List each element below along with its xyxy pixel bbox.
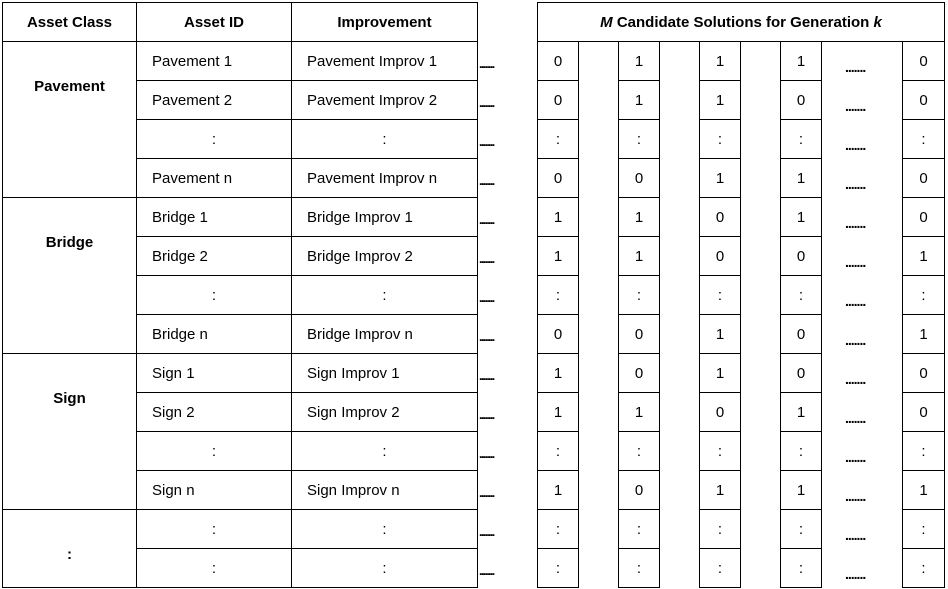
candidate-value: :: [717, 520, 723, 538]
candidate-value-cell: [618, 470, 660, 510]
candidate-value-cell: [618, 392, 660, 432]
row-ellipsis: ........: [479, 564, 494, 578]
candidate-value: 1: [919, 481, 928, 499]
candidate-gap-ellipsis: .......: [845, 59, 866, 75]
candidate-value: 1: [634, 91, 644, 109]
candidate-value: 0: [553, 52, 563, 70]
improvement-cell: [291, 431, 478, 471]
asset-id-label: :: [211, 286, 217, 304]
candidate-value-cell: [537, 158, 579, 198]
asset-id-cell: [136, 158, 292, 198]
candidate-value: :: [717, 286, 723, 304]
candidate-value: 0: [634, 481, 644, 499]
asset-class-cell: [2, 353, 137, 510]
improvement-cell: [291, 119, 478, 159]
asset-class-label: Bridge: [45, 234, 94, 251]
candidate-value-cell: [537, 314, 579, 354]
header-candidates-m: M: [600, 13, 613, 31]
improvement-label: Bridge Improv n: [307, 325, 413, 343]
asset-class-cell: [2, 509, 137, 588]
candidate-value-cell: [537, 236, 579, 276]
candidate-value-cell: [780, 314, 822, 354]
candidate-value-cell: [537, 548, 579, 588]
candidate-value-cell: [537, 509, 579, 549]
candidate-value-cell: [780, 80, 822, 120]
row-ellipsis: ........: [479, 447, 494, 461]
candidate-value-cell: [699, 158, 741, 198]
candidate-value-cell: [902, 509, 945, 549]
improvement-label: :: [382, 442, 387, 460]
candidate-value: 1: [796, 208, 806, 226]
improvement-cell: [291, 392, 478, 432]
candidate-value-cell: [780, 392, 822, 432]
candidate-value-cell: [699, 236, 741, 276]
candidate-value-cell: [902, 314, 945, 354]
candidate-gap-ellipsis: .......: [845, 98, 866, 114]
candidate-value: 0: [553, 169, 563, 187]
candidate-value-cell: [618, 509, 660, 549]
row-ellipsis: ........: [479, 330, 494, 344]
improvement-cell: [291, 548, 478, 588]
asset-id-cell: [136, 548, 292, 588]
asset-class-label: Pavement: [34, 78, 105, 95]
candidate-value: :: [798, 130, 804, 148]
asset-class-label: :: [67, 546, 72, 563]
asset-id-cell: [136, 470, 292, 510]
improvement-cell: [291, 197, 478, 237]
improvement-label: Pavement Improv 1: [307, 52, 438, 70]
candidate-value: 1: [715, 169, 725, 187]
candidate-value: 1: [919, 247, 928, 265]
row-ellipsis: ........: [479, 486, 494, 500]
header-candidates-k: k: [873, 13, 882, 31]
improvement-label: Sign Improv 1: [307, 364, 400, 382]
candidate-value-cell: [618, 41, 660, 81]
header-candidates-text: Candidate Solutions for Generation: [616, 13, 870, 31]
header-asset-class-label: Asset Class: [26, 13, 113, 31]
candidate-value: 0: [919, 403, 928, 421]
improvement-label: Bridge Improv 1: [307, 208, 413, 226]
candidate-value: 1: [796, 481, 806, 499]
row-ellipsis: ........: [479, 291, 494, 305]
candidate-value-cell: [902, 470, 945, 510]
header-asset-class: [2, 2, 137, 42]
candidate-value-cell: [699, 197, 741, 237]
candidate-value: 1: [634, 403, 644, 421]
candidate-value-cell: [537, 197, 579, 237]
candidate-value-cell: [780, 236, 822, 276]
candidate-value-cell: [537, 392, 579, 432]
candidate-value: :: [636, 559, 642, 577]
improvement-label: :: [382, 559, 387, 577]
candidate-value-cell: [780, 158, 822, 198]
row-ellipsis: ........: [479, 96, 494, 110]
header-asset-id: [136, 2, 292, 42]
asset-id-cell: [136, 275, 292, 315]
asset-id-label: :: [211, 130, 217, 148]
candidate-value: 1: [796, 403, 806, 421]
candidate-value: :: [921, 520, 926, 538]
candidate-value-cell: [902, 41, 945, 81]
candidate-value: 0: [919, 52, 928, 70]
candidate-value-cell: [618, 236, 660, 276]
candidate-value: :: [717, 559, 723, 577]
candidate-value: :: [636, 286, 642, 304]
candidate-value-cell: [699, 431, 741, 471]
header-improvement-label: Improvement: [337, 13, 432, 31]
candidate-value: 0: [796, 325, 806, 343]
candidate-value: 1: [919, 325, 928, 343]
candidate-value-cell: [699, 548, 741, 588]
candidate-value-cell: [618, 548, 660, 588]
candidate-value: 0: [919, 91, 928, 109]
candidate-value-cell: [780, 509, 822, 549]
candidate-gap-ellipsis: .......: [845, 371, 866, 387]
candidate-value-cell: [699, 275, 741, 315]
improvement-cell: [291, 353, 478, 393]
row-ellipsis: ........: [479, 135, 494, 149]
asset-id-label: Pavement 2: [152, 91, 233, 109]
candidate-value-cell: [902, 392, 945, 432]
asset-id-label: Bridge n: [152, 325, 208, 343]
candidate-value: 0: [715, 403, 725, 421]
candidate-value: 1: [634, 208, 644, 226]
candidate-value-cell: [780, 431, 822, 471]
candidate-value: :: [921, 286, 926, 304]
candidate-value-cell: [780, 119, 822, 159]
candidate-value: :: [798, 520, 804, 538]
candidate-value-cell: [699, 80, 741, 120]
candidate-gap-ellipsis: .......: [845, 449, 866, 465]
improvement-label: :: [382, 520, 387, 538]
improvement-label: Bridge Improv 2: [307, 247, 413, 265]
candidate-gap-ellipsis: .......: [845, 293, 866, 309]
candidate-value: :: [798, 442, 804, 460]
candidate-value: :: [798, 286, 804, 304]
candidate-value: 1: [796, 169, 806, 187]
candidate-value: :: [555, 130, 561, 148]
header-asset-id-label: Asset ID: [183, 13, 245, 31]
asset-id-label: Pavement n: [152, 169, 233, 187]
candidate-value-cell: [780, 275, 822, 315]
asset-id-cell: [136, 236, 292, 276]
candidate-value: 1: [715, 325, 725, 343]
candidate-value: 0: [634, 364, 644, 382]
candidate-value-cell: [618, 275, 660, 315]
improvement-cell: [291, 41, 478, 81]
improvement-cell: [291, 236, 478, 276]
candidate-value-cell: [699, 41, 741, 81]
candidate-value-cell: [699, 314, 741, 354]
asset-id-cell: [136, 353, 292, 393]
candidate-gap-ellipsis: .......: [845, 527, 866, 543]
candidate-value: 1: [634, 247, 644, 265]
asset-id-cell: [136, 431, 292, 471]
candidate-value-cell: [902, 275, 945, 315]
candidate-value: 0: [634, 325, 644, 343]
candidate-gap-ellipsis: .......: [845, 254, 866, 270]
candidate-value-cell: [699, 119, 741, 159]
improvement-cell: [291, 314, 478, 354]
asset-id-cell: [136, 314, 292, 354]
candidate-value-cell: [780, 197, 822, 237]
asset-id-label: :: [211, 559, 217, 577]
candidate-value-cell: [618, 431, 660, 471]
improvement-cell: [291, 80, 478, 120]
candidate-value: 0: [634, 169, 644, 187]
candidate-value: 0: [796, 91, 806, 109]
candidate-value: 0: [919, 364, 928, 382]
candidate-value-cell: [537, 80, 579, 120]
improvement-label: Pavement Improv 2: [307, 91, 438, 109]
candidate-value-cell: [780, 548, 822, 588]
improvement-cell: [291, 158, 478, 198]
candidate-value-cell: [537, 275, 579, 315]
asset-id-label: Pavement 1: [152, 52, 233, 70]
candidate-value: :: [555, 442, 561, 460]
candidate-value: 0: [553, 91, 563, 109]
candidate-value: 1: [553, 364, 563, 382]
candidate-value: :: [636, 520, 642, 538]
candidate-value-cell: [902, 353, 945, 393]
improvement-label: Pavement Improv n: [307, 169, 438, 187]
candidate-value: 0: [796, 364, 806, 382]
candidate-gap-ellipsis: .......: [845, 410, 866, 426]
candidate-value: 0: [919, 208, 928, 226]
row-ellipsis: ........: [479, 213, 494, 227]
improvement-cell: [291, 275, 478, 315]
row-ellipsis: ........: [479, 408, 494, 422]
asset-id-label: Sign 2: [152, 403, 195, 421]
candidate-value-cell: [618, 353, 660, 393]
candidate-value-cell: [618, 119, 660, 159]
candidate-value: 0: [796, 247, 806, 265]
candidate-gap-ellipsis: .......: [845, 176, 866, 192]
candidate-value: :: [921, 130, 926, 148]
row-ellipsis: ........: [479, 369, 494, 383]
row-ellipsis: ........: [479, 174, 494, 188]
asset-class-cell: [2, 41, 137, 198]
candidate-value: 1: [553, 403, 563, 421]
candidate-value: 1: [634, 52, 644, 70]
candidate-value-cell: [902, 431, 945, 471]
candidate-value: 1: [553, 247, 563, 265]
improvement-cell: [291, 509, 478, 549]
candidate-value-cell: [537, 353, 579, 393]
candidate-value-cell: [902, 80, 945, 120]
candidate-value-cell: [699, 509, 741, 549]
candidate-value-cell: [780, 41, 822, 81]
candidate-gap-ellipsis: .......: [845, 215, 866, 231]
header-candidate-solutions: [537, 2, 945, 42]
asset-id-cell: [136, 197, 292, 237]
asset-id-cell: [136, 392, 292, 432]
candidate-value-cell: [902, 548, 945, 588]
asset-id-cell: [136, 41, 292, 81]
candidate-value-cell: [618, 158, 660, 198]
candidate-value: 0: [715, 247, 725, 265]
candidate-value: 1: [715, 91, 725, 109]
candidate-value: :: [717, 130, 723, 148]
asset-id-label: Bridge 1: [152, 208, 208, 226]
candidate-value-cell: [537, 41, 579, 81]
row-ellipsis: ........: [479, 57, 494, 71]
row-ellipsis: ........: [479, 252, 494, 266]
asset-id-label: :: [211, 520, 217, 538]
header-improvement: [291, 2, 478, 42]
candidate-gap-ellipsis: .......: [845, 332, 866, 348]
candidate-value: :: [555, 286, 561, 304]
candidate-value-cell: [699, 353, 741, 393]
candidate-value-cell: [537, 119, 579, 159]
asset-id-label: Sign n: [152, 481, 195, 499]
candidate-value: 1: [553, 208, 563, 226]
asset-id-cell: [136, 509, 292, 549]
candidate-value: 1: [553, 481, 563, 499]
asset-id-label: Bridge 2: [152, 247, 208, 265]
candidate-value-cell: [780, 353, 822, 393]
candidate-value: :: [636, 130, 642, 148]
asset-id-cell: [136, 80, 292, 120]
candidate-value: 0: [553, 325, 563, 343]
candidate-value-cell: [537, 431, 579, 471]
candidate-value-cell: [618, 197, 660, 237]
asset-id-label: Sign 1: [152, 364, 195, 382]
candidate-value: :: [555, 559, 561, 577]
candidate-value-cell: [902, 197, 945, 237]
improvement-label: :: [382, 130, 387, 148]
row-ellipsis: ........: [479, 525, 494, 539]
candidate-value: :: [921, 559, 926, 577]
candidate-value: 1: [715, 481, 725, 499]
candidate-value-cell: [699, 392, 741, 432]
improvement-label: Sign Improv n: [307, 481, 400, 499]
candidate-value-cell: [618, 314, 660, 354]
candidate-value: 0: [919, 169, 928, 187]
candidate-value: :: [798, 559, 804, 577]
candidate-value-cell: [618, 80, 660, 120]
candidate-value: 1: [715, 52, 725, 70]
candidate-value-cell: [902, 119, 945, 159]
candidate-value: 1: [796, 52, 806, 70]
asset-id-cell: [136, 119, 292, 159]
candidate-gap-ellipsis: .......: [845, 137, 866, 153]
candidate-gap-ellipsis: .......: [845, 488, 866, 504]
improvement-label: Sign Improv 2: [307, 403, 400, 421]
candidate-value: 1: [715, 364, 725, 382]
candidate-value-cell: [902, 158, 945, 198]
candidate-value: 0: [715, 208, 725, 226]
candidate-value: :: [555, 520, 561, 538]
candidate-value-cell: [780, 470, 822, 510]
asset-class-label: Sign: [53, 390, 86, 407]
candidate-value: :: [921, 442, 926, 460]
candidate-value-cell: [699, 470, 741, 510]
candidate-value: :: [717, 442, 723, 460]
candidate-gap-ellipsis: .......: [845, 566, 866, 582]
candidate-value-cell: [537, 470, 579, 510]
candidate-value: :: [636, 442, 642, 460]
improvement-cell: [291, 470, 478, 510]
candidate-value-cell: [902, 236, 945, 276]
asset-class-cell: [2, 197, 137, 354]
improvement-label: :: [382, 286, 387, 304]
asset-id-label: :: [211, 442, 217, 460]
